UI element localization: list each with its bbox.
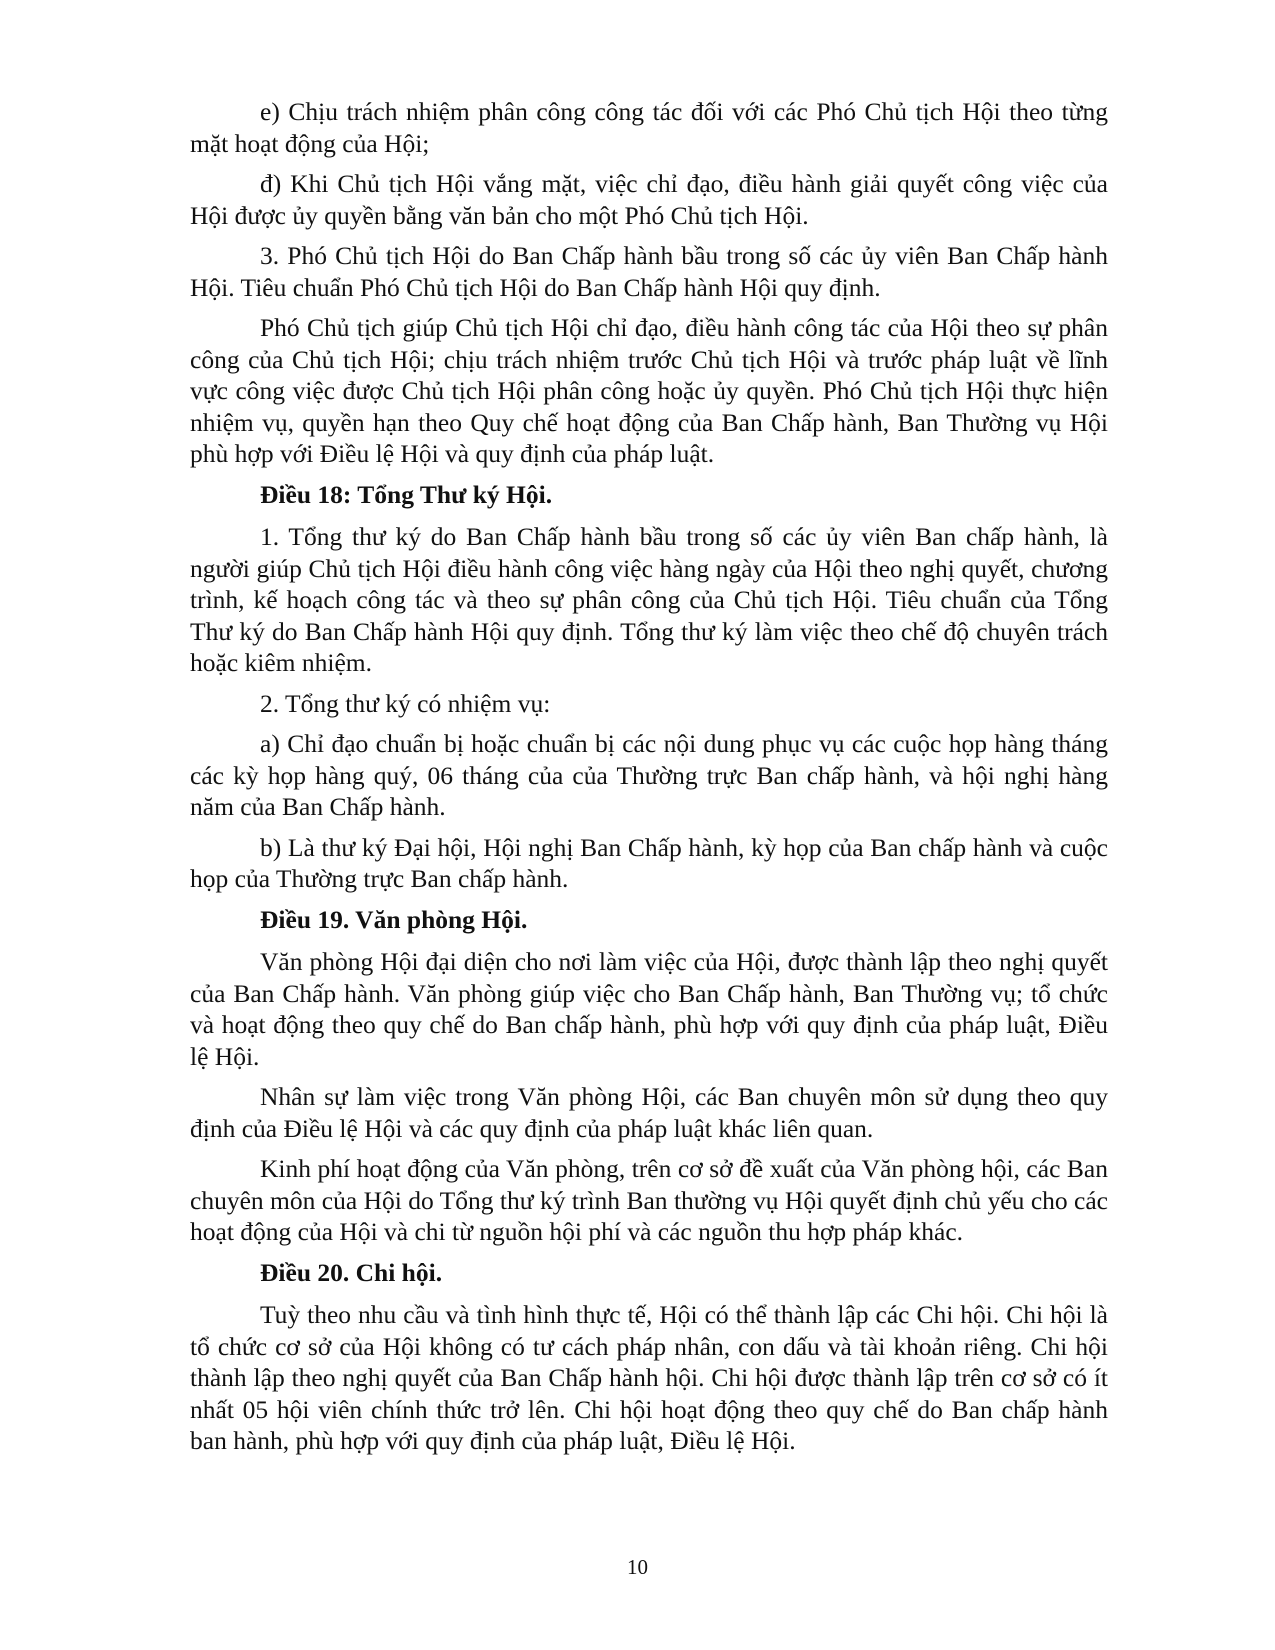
- paragraph-clause-3: 3. Phó Chủ tịch Hội do Ban Chấp hành bầu trong số các ủy viên Ban Chấp hành Hội. Tiêu chuẩn Phó Chủ tịch Hội do Ban Chấp hành Hội quy định.: [190, 241, 1108, 302]
- paragraph-item-d: đ) Khi Chủ tịch Hội vắng mặt, việc chỉ đạo, điều hành giải quyết công việc của Hội được ủy quyền bằng văn bản cho một Phó Chủ tịch Hội.: [190, 169, 1108, 230]
- article-18-heading: Điều 18: Tổng Thư ký Hội.: [260, 479, 553, 509]
- paragraph-article-19-staff: Nhân sự làm việc trong Văn phòng Hội, các Ban chuyên môn sử dụng theo quy định của Điều lệ Hội và các quy định của pháp luật khác liên quan.: [190, 1082, 1108, 1143]
- article-20-heading: Điều 20. Chi hội.: [260, 1257, 443, 1287]
- article-19-heading: Điều 19. Văn phòng Hội.: [260, 904, 528, 934]
- paragraph-article-18-item-b: b) Là thư ký Đại hội, Hội nghị Ban Chấp hành, kỳ họp của Ban chấp hành và cuộc họp của Thường trực Ban chấp hành.: [190, 832, 1108, 893]
- paragraph-article-18-clause-2: 2. Tổng thư ký có nhiệm vụ:: [260, 688, 551, 718]
- paragraph-item-e: e) Chịu trách nhiệm phân công công tác đối với các Phó Chủ tịch Hội theo từng mặt hoạt động của Hội;: [190, 97, 1108, 158]
- paragraph-article-18-clause-1: 1. Tổng thư ký do Ban Chấp hành bầu trong số các ủy viên Ban chấp hành, là người giúp Chủ tịch Hội điều hành công việc hàng ngày của Hội theo nghị quyết, chương trình, kế hoạch công tác và theo sự phân công của Chủ tịch Hội. Tiêu chuẩn của Tổng Thư ký do Ban Chấp hành Hội quy định. Tổng thư ký làm việc theo chế độ chuyên trách hoặc kiêm nhiệm.: [190, 522, 1108, 677]
- paragraph-article-19-funding: Kinh phí hoạt động của Văn phòng, trên cơ sở đề xuất của Văn phòng hội, các Ban chuyên môn của Hội do Tổng thư ký trình Ban thường vụ Hội quyết định chủ yếu cho các hoạt động của Hội và chi từ nguồn hội phí và các nguồn thu hợp pháp khác.: [190, 1154, 1108, 1246]
- paragraph-vice-chair-duties: Phó Chủ tịch giúp Chủ tịch Hội chỉ đạo, điều hành công tác của Hội theo sự phân công của Chủ tịch Hội; chịu trách nhiệm trước Chủ tịch Hội và trước pháp luật về lĩnh vực công việc được Chủ tịch Hội phân công hoặc ủy quyền. Phó Chủ tịch Hội thực hiện nhiệm vụ, quyền hạn theo Quy chế hoạt động của Ban Chấp hành, Ban Thường vụ Hội phù hợp với Điều lệ Hội và quy định của pháp luật.: [190, 313, 1108, 468]
- document-body: [190, 96, 1108, 1466]
- paragraph-article-20-branch: Tuỳ theo nhu cầu và tình hình thực tế, Hội có thể thành lập các Chi hội. Chi hội là tổ chức cơ sở của Hội không có tư cách pháp nhân, con dấu và tài khoản riêng. Chi hội thành lập theo nghị quyết của Ban Chấp hành hội. Chi hội được thành lập trên cơ sở có ít nhất 05 hội viên chính thức trở lên. Chi hội hoạt động theo quy chế do Ban chấp hành ban hành, phù hợp với quy định của pháp luật, Điều lệ Hội.: [190, 1300, 1108, 1455]
- paragraph-article-19-office: Văn phòng Hội đại diện cho nơi làm việc của Hội, được thành lập theo nghị quyết của Ban Chấp hành. Văn phòng giúp việc cho Ban Chấp hành, Ban Thường vụ; tổ chức và hoạt động theo quy chế do Ban chấp hành, phù hợp với quy định của pháp luật, Điều lệ Hội.: [190, 947, 1108, 1071]
- paragraph-article-18-item-a: a) Chỉ đạo chuẩn bị hoặc chuẩn bị các nội dung phục vụ các cuộc họp hàng tháng các kỳ họp hàng quý, 06 tháng của của Thường trực Ban chấp hành, và hội nghị hàng năm của Ban Chấp hành.: [190, 729, 1108, 821]
- page-number: 10: [627, 1555, 648, 1579]
